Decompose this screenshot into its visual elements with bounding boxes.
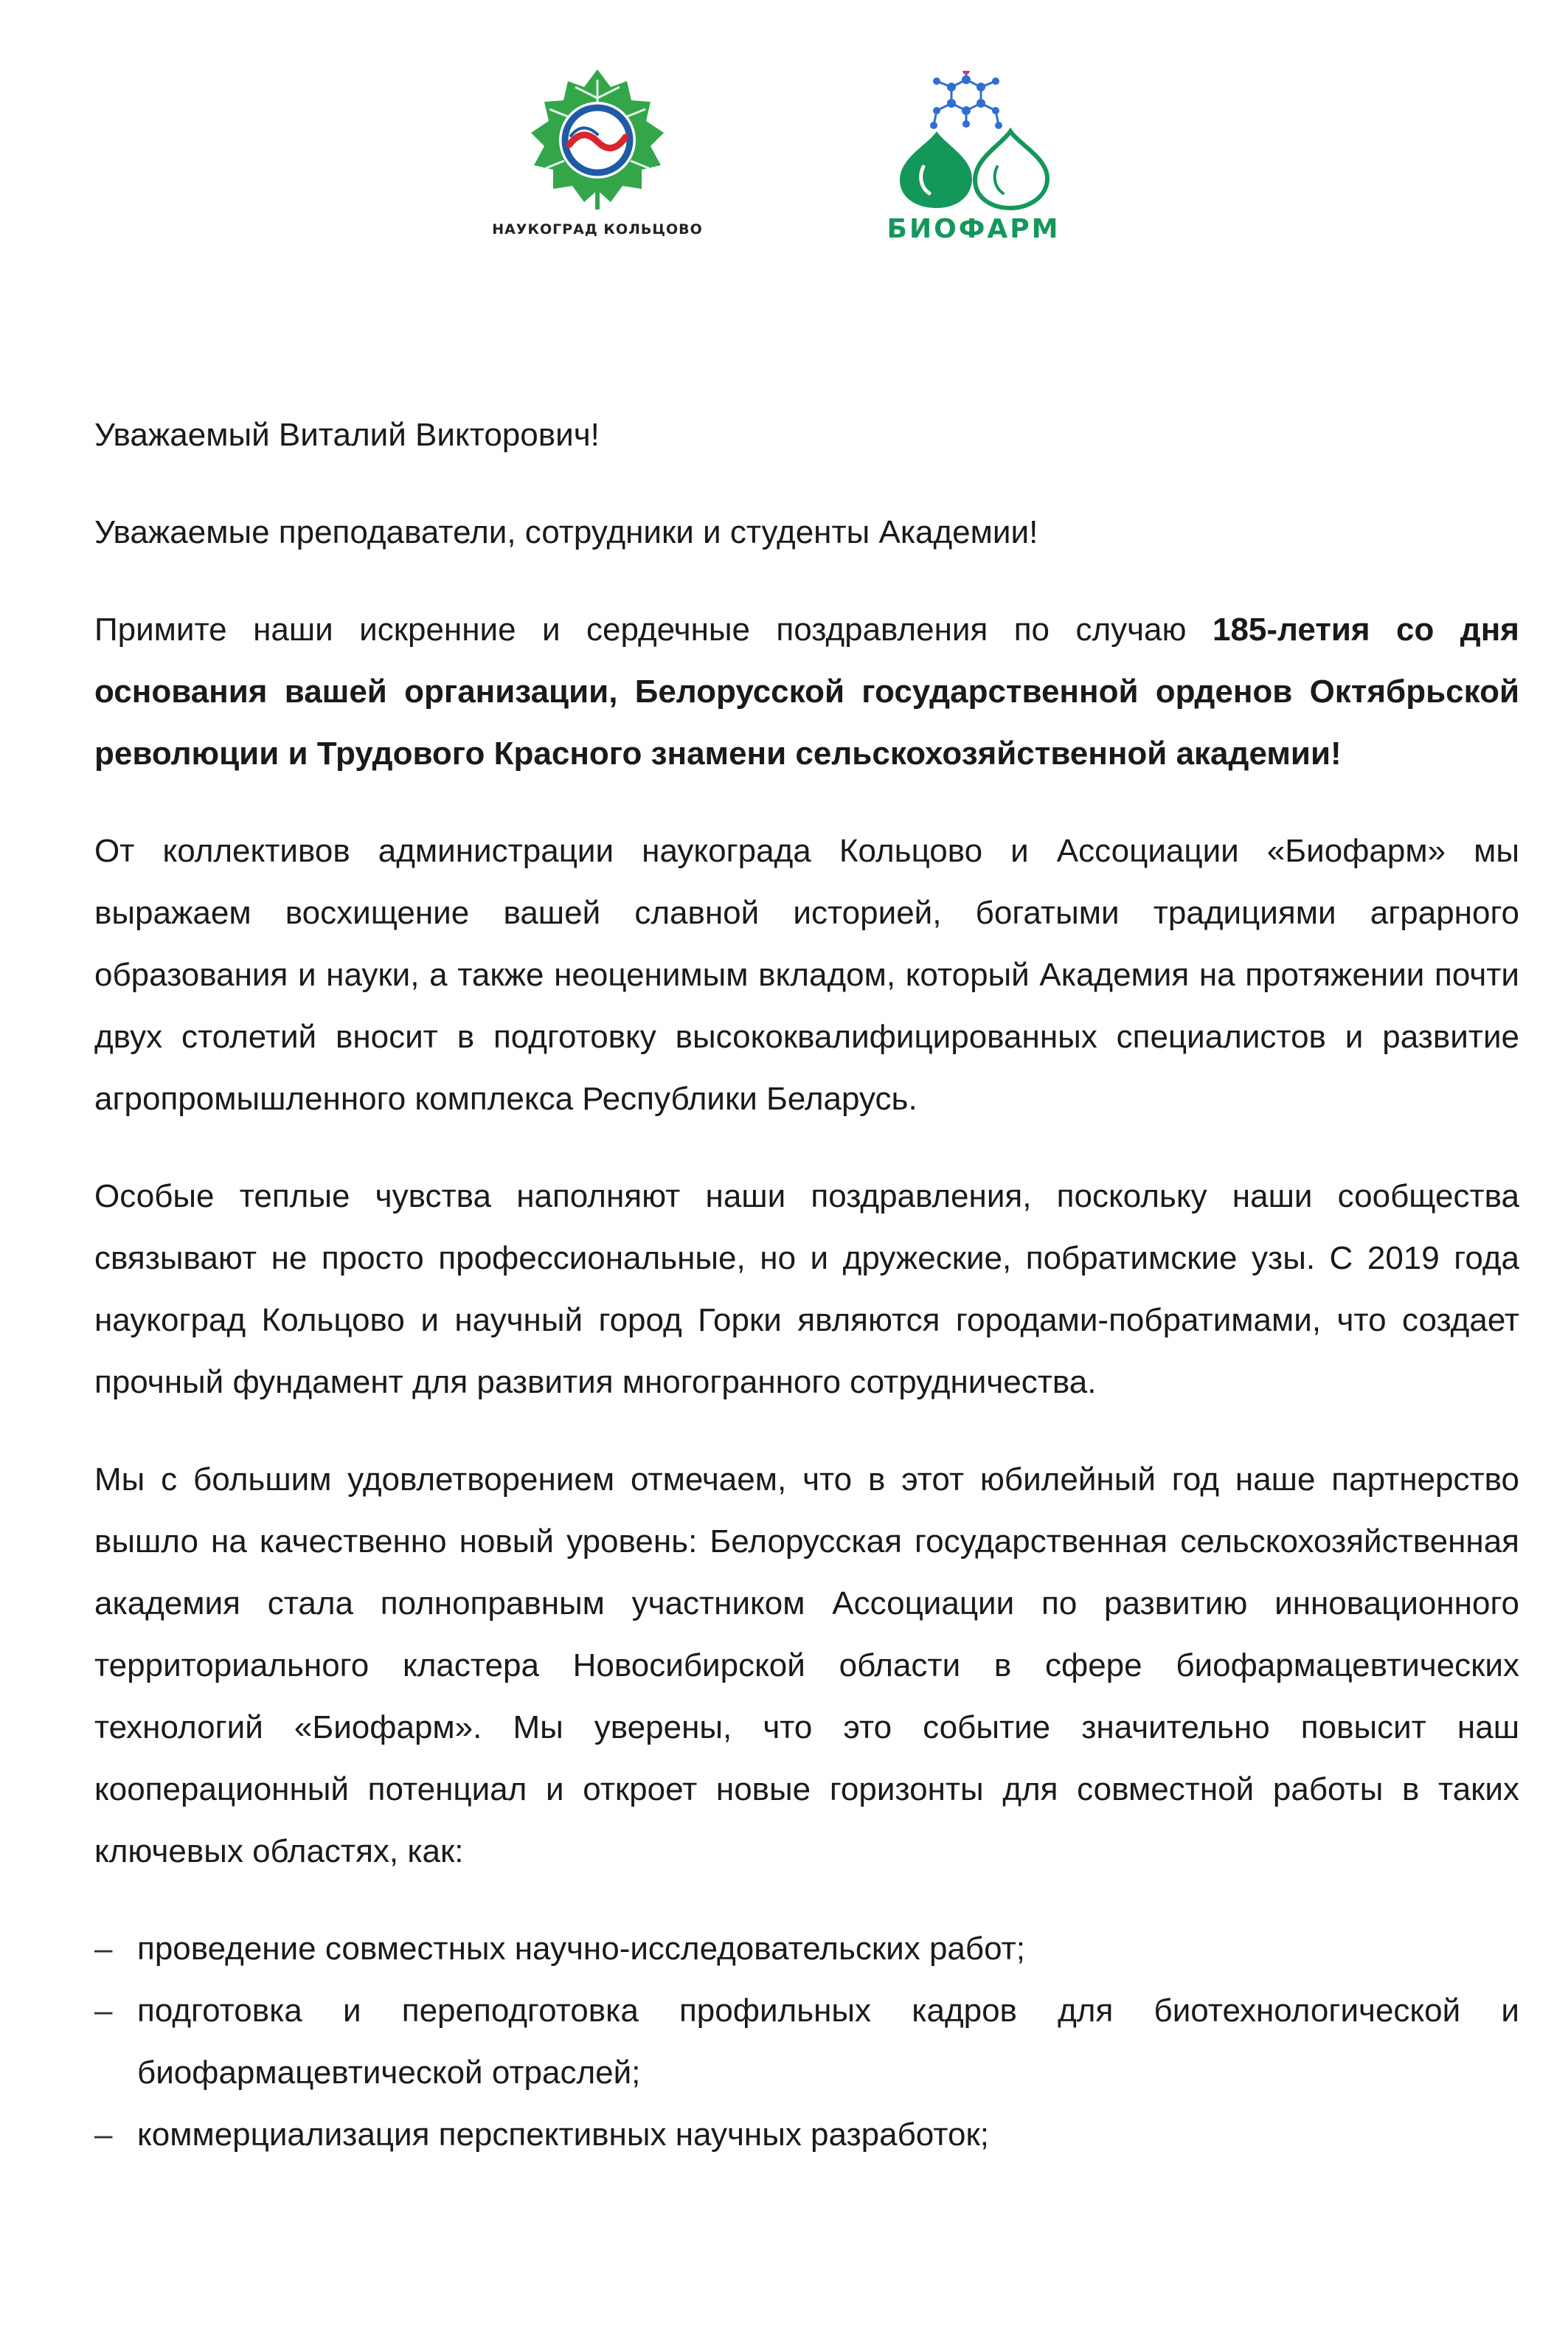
list-item-text: подготовка и переподготовка профильных кадров для биотехнологической и биофармацевтической отраслей; bbox=[137, 1993, 1519, 2091]
salutation-academy: Уважаемые преподаватели, сотрудники и студенты Академии! bbox=[94, 514, 1038, 550]
list-item bbox=[94, 1918, 1519, 1980]
list-item bbox=[94, 1980, 1519, 2104]
bullet-dash: – bbox=[94, 1993, 113, 2029]
bullet-dash: – bbox=[94, 2116, 113, 2153]
congratulation-paragraph bbox=[94, 599, 1519, 785]
biofarm-logo-caption: БИОФАРМ bbox=[887, 214, 1061, 244]
congratulation-anniversary: 185-летия со дня основания вашей организации, Белорусской государственной орденов Октябрьской революции и Трудового Красного знамени сельскохозяйственной академии! bbox=[94, 612, 1519, 772]
letter-body bbox=[94, 404, 1519, 2166]
partnership-paragraph: Мы с большим удовлетворением отмечаем, что в этот юбилейный год наше партнерство вышло на качественно новый уровень: Белорусская государственная сельскохозяйственная академия стала полноправным участником Ассоциации по развитию инновационного территориального кластера Новосибирской области в сфере биофармацевтических технологий «Биофарм». Мы уверены, что это событие значительно повысит наш кооперационный потенциал и откроет новые горизонты для совместной работы в таких ключевых областях, как: bbox=[94, 1461, 1519, 1869]
congratulation-intro: Примите наши искренние и сердечные поздравления по случаю bbox=[94, 612, 1213, 648]
naukograd-leaf-icon bbox=[524, 65, 671, 212]
naukograd-logo bbox=[487, 65, 708, 264]
biofarm-logo bbox=[878, 71, 1069, 248]
list-item-text: проведение совместных научно-исследовательских работ; bbox=[137, 1931, 1025, 1967]
admiration-paragraph: От коллективов администрации наукограда Кольцово и Ассоциации «Биофарм» мы выражаем восхищение вашей славной историей, богатыми традициями аграрного образования и науки, а также неоценимым вкладом, который Академия на протяжении почти двух столетий вносит в подготовку высококвалифицированных специалистов и развитие агропромышленного комплекса Республики Беларусь. bbox=[94, 833, 1519, 1117]
salutation-personal: Уважаемый Виталий Викторович! bbox=[94, 417, 600, 453]
naukograd-logo-caption: НАУКОГРАД КОЛЬЦОВО bbox=[492, 221, 703, 238]
cooperation-areas-list bbox=[94, 1918, 1519, 2166]
biofarm-molecule-drop-icon bbox=[885, 71, 1062, 211]
bullet-dash: – bbox=[94, 1931, 113, 1967]
list-item-text: коммерциализация перспективных научных разработок; bbox=[137, 2116, 989, 2153]
twin-cities-paragraph: Особые теплые чувства наполняют наши поздравления, поскольку наши сообщества связывают не просто профессиональные, но и дружеские, побратимские узы. С 2019 года наукоград Кольцово и научный город Горки являются городами-побратимами, что создает прочный фундамент для развития многогранного сотрудничества. bbox=[94, 1178, 1519, 1400]
list-item bbox=[94, 2104, 1519, 2166]
